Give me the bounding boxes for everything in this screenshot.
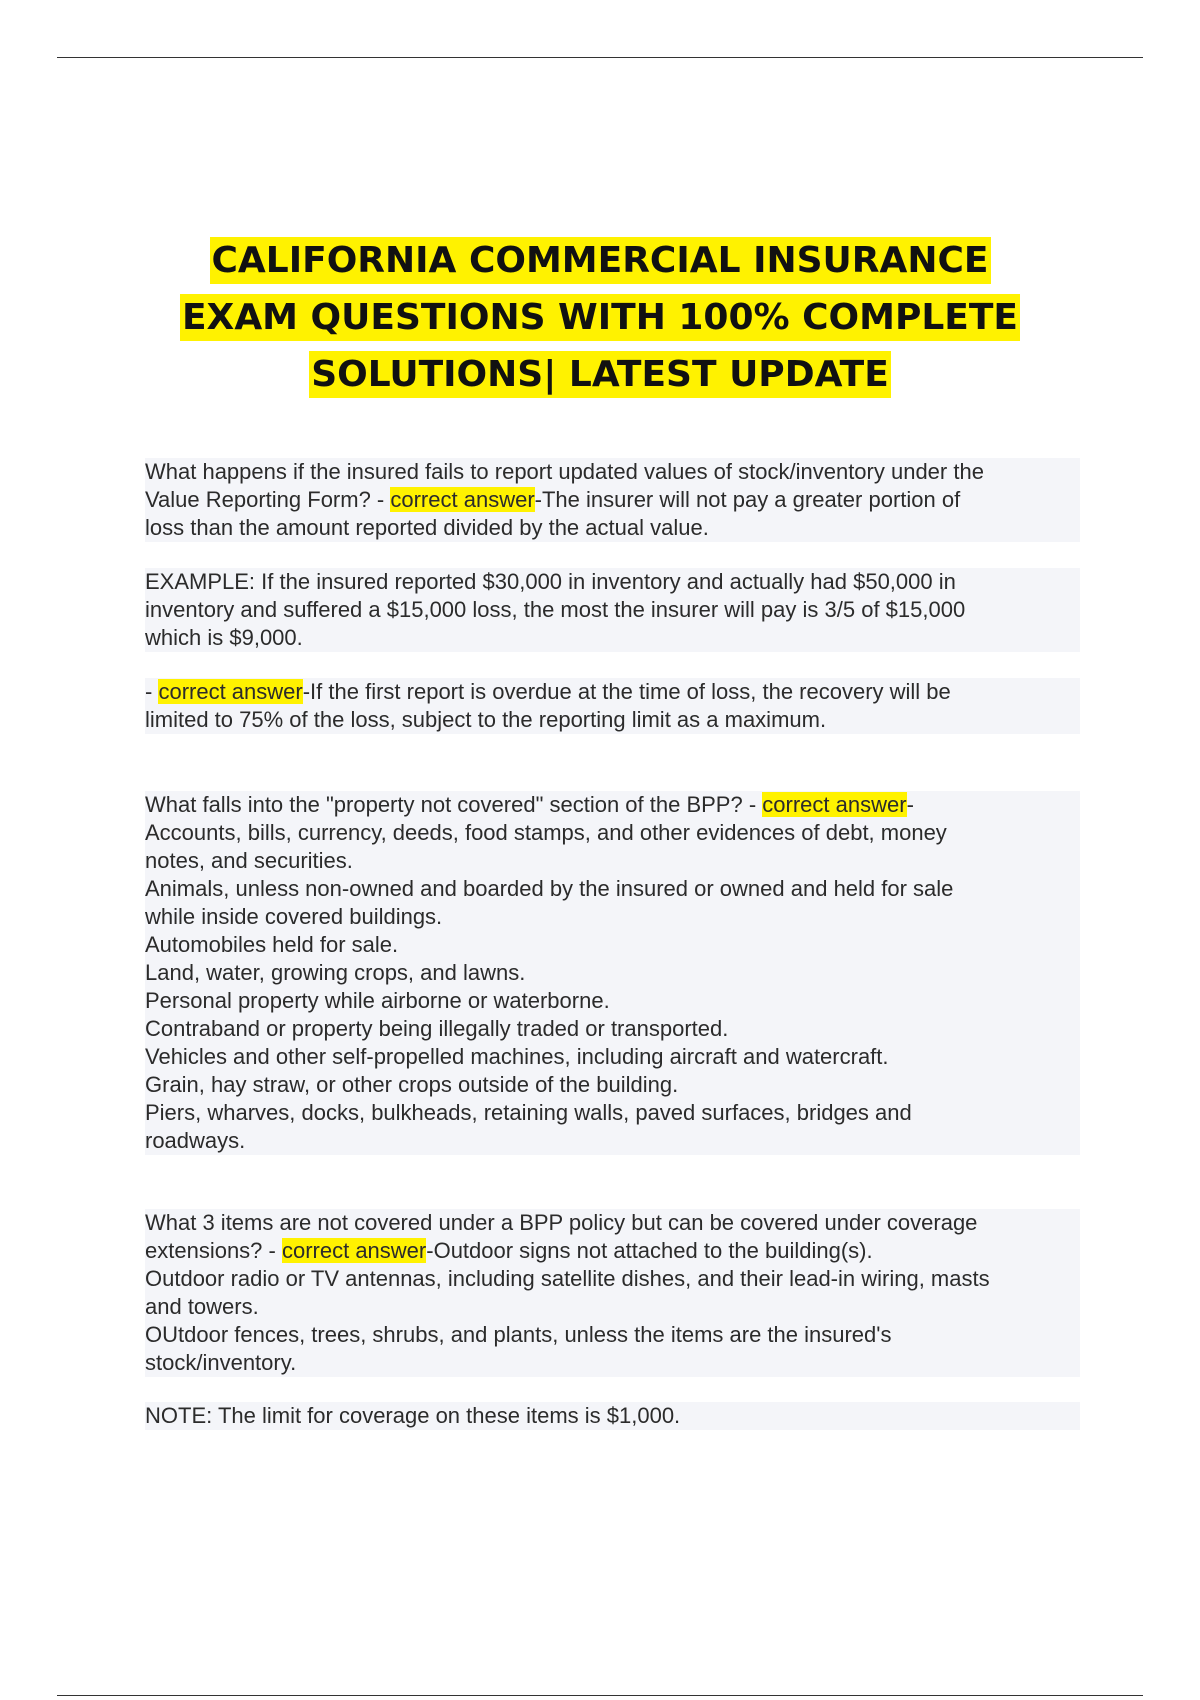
answer-text: -The insurer will not pay a greater portion of [534, 487, 961, 512]
answer-text-line: loss than the amount reported divided by the actual value. [145, 515, 709, 540]
title-line-1: CALIFORNIA COMMERCIAL INSURANCE [210, 237, 991, 284]
correct-answer-label: correct answer [390, 487, 535, 512]
answer-line: Personal property while airborne or waterborne. [145, 988, 610, 1013]
answer-line: Outdoor radio or TV antennas, including satellite dishes, and their lead-in wiring, masts [145, 1266, 990, 1291]
answer-line: Animals, unless non-owned and boarded by the insured or owned and held for sale [145, 876, 954, 901]
question-text-line: What 3 items are not covered under a BPP policy but can be covered under coverage [145, 1210, 978, 1235]
question-text-line: What happens if the insured fails to report updated values of stock/inventory under the [145, 459, 984, 484]
answer-line: Accounts, bills, currency, deeds, food stamps, and other evidences of debt, money [145, 820, 947, 845]
example-paragraph [145, 568, 1080, 652]
answer-overdue-report [145, 678, 1080, 734]
top-rule [57, 57, 1143, 58]
answer-line: while inside covered buildings. [145, 904, 443, 929]
answer-line: and towers. [145, 1294, 259, 1319]
title-line-2: EXAM QUESTIONS WITH 100% COMPLETE [180, 294, 1020, 341]
question-value-reporting [145, 458, 1080, 542]
correct-answer-label: correct answer [158, 679, 303, 704]
document-title [100, 232, 1100, 403]
answer-line: Vehicles and other self-propelled machines, including aircraft and watercraft. [145, 1044, 889, 1069]
note-text: NOTE: The limit for coverage on these items is $1,000. [145, 1403, 681, 1428]
answer-line: Land, water, growing crops, and lawns. [145, 960, 526, 985]
answer-line: stock/inventory. [145, 1350, 297, 1375]
question-text: extensions? - [145, 1238, 282, 1263]
question-text: - [145, 679, 159, 704]
answer-line: Contraband or property being illegally traded or transported. [145, 1016, 729, 1041]
answer-line: OUtdoor fences, trees, shrubs, and plants, unless the items are the insured's [145, 1322, 892, 1347]
question-text: What falls into the "property not covered" section of the BPP? - [145, 792, 763, 817]
title-line-3: SOLUTIONS| LATEST UPDATE [309, 351, 891, 398]
answer-text: - [906, 792, 914, 817]
note-paragraph [145, 1402, 1080, 1430]
answer-line: Automobiles held for sale. [145, 932, 399, 957]
answer-text: -Outdoor signs not attached to the building(s). [426, 1238, 873, 1263]
example-line: inventory and suffered a $15,000 loss, the most the insurer will pay is 3/5 of $15,000 [145, 597, 966, 622]
answer-line: Piers, wharves, docks, bulkheads, retaining walls, paved surfaces, bridges and [145, 1100, 912, 1125]
question-text-line [145, 791, 914, 819]
answer-text: -If the first report is overdue at the time of loss, the recovery will be [302, 679, 951, 704]
bottom-rule [57, 1695, 1143, 1696]
correct-answer-label: correct answer [762, 792, 907, 817]
question-text: Value Reporting Form? - [145, 487, 391, 512]
example-line: which is $9,000. [145, 625, 303, 650]
question-text-line [145, 1237, 873, 1265]
answer-line: roadways. [145, 1128, 246, 1153]
example-line: EXAMPLE: If the insured reported $30,000 in inventory and actually had $50,000 in [145, 569, 956, 594]
answer-line: Grain, hay straw, or other crops outside of the building. [145, 1072, 679, 1097]
correct-answer-label: correct answer [281, 1238, 427, 1263]
answer-line: limited to 75% of the loss, subject to the reporting limit as a maximum. [145, 707, 827, 732]
answer-line [145, 678, 951, 706]
question-property-not-covered [145, 791, 1080, 1155]
question-coverage-extensions [145, 1209, 1080, 1377]
answer-line: notes, and securities. [145, 848, 353, 873]
question-text-line [145, 486, 960, 514]
